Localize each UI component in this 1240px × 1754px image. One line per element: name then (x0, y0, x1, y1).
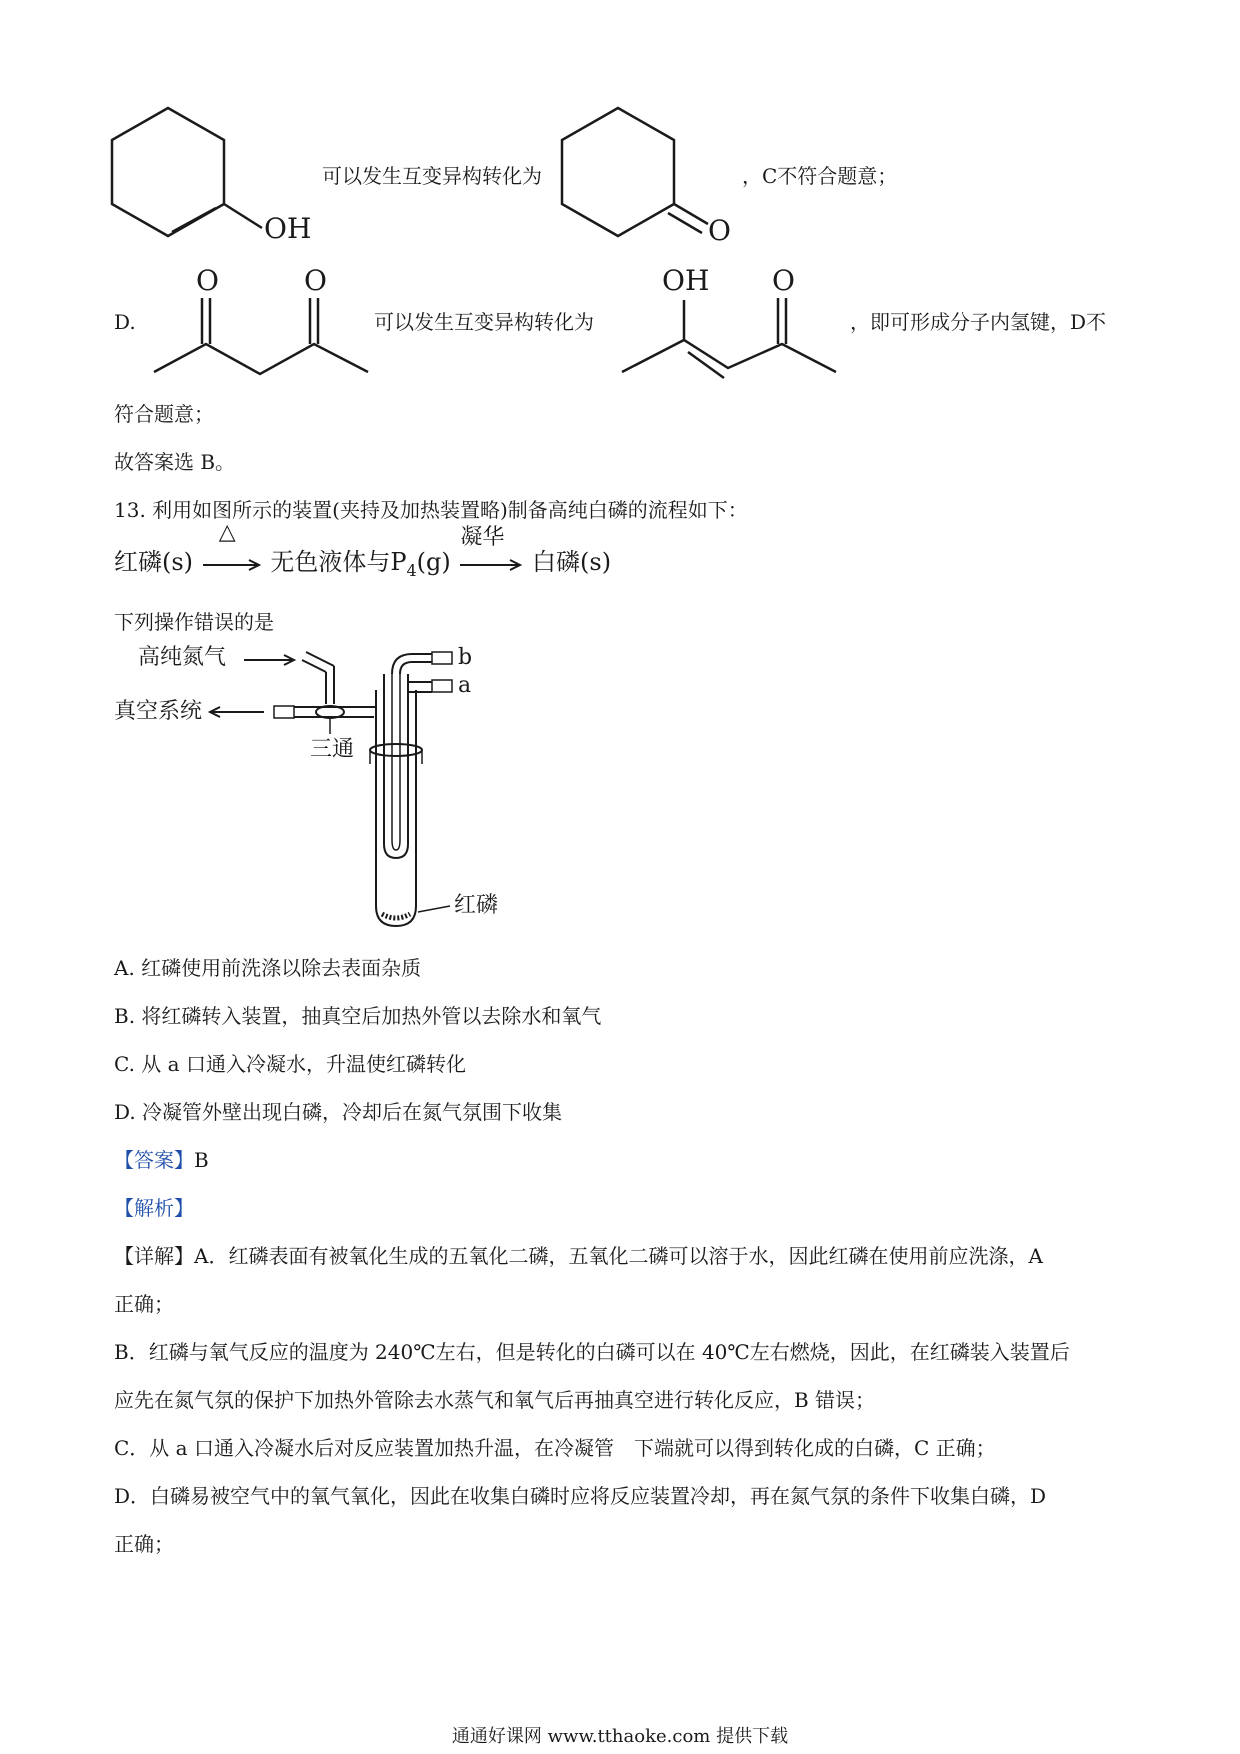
hydroxyl-label: OH (264, 212, 312, 245)
answer-value: B (194, 1148, 209, 1172)
flow-end: 白磷(s) (532, 548, 612, 576)
detail-tag: 【详解】 (114, 1244, 194, 1268)
answer-tag: 【答案】 (114, 1148, 194, 1172)
question-13-stem: 13. 利用如图所示的装置(夹持及加热装置略)制备高纯白磷的流程如下： (114, 498, 748, 522)
previous-answer: 故答案选 B。 (114, 450, 236, 474)
option-a: A. 红磷使用前洗涤以除去表面杂质 (114, 956, 422, 980)
arrow-1-svg (201, 558, 263, 572)
three-way-label: 三通 (310, 737, 355, 762)
red-phosphorus-label: 红磷 (454, 893, 499, 918)
detail-a-line1: 【详解】A．红磷表面有被氧化生成的五氧化二磷，五氧化二磷可以溶于水，因此红磷在使用前应洗涤，A (114, 1244, 1043, 1268)
enol-oh-label: OH (662, 264, 710, 297)
arrow-2-svg (458, 558, 524, 572)
detail-c-line: C．从 a 口通入冷凝水后对反应装置加热升温，在冷凝管 下端就可以得到转化成的白磷，C 正确； (114, 1436, 996, 1460)
detail-b-line1: B．红磷与氧气反应的温度为 240℃左右，但是转化的白磷可以在 40℃左右燃烧，因此，在红磷装入装置后 (114, 1340, 1070, 1364)
page-footer: 通通好课网 www.tthaoke.com 提供下载 (451, 1726, 789, 1747)
option-c: C. 从 a 口通入冷凝水，升温使红磷转化 (114, 1052, 466, 1076)
cyclohexanone-svg (562, 100, 762, 260)
n2-label: 高纯氮气 (138, 645, 227, 670)
heat-symbol: △ (218, 519, 236, 545)
detail-a-line2: 正确； (114, 1292, 174, 1316)
port-a-label: a (458, 673, 472, 698)
answer-line (114, 1144, 209, 1173)
process-flow (114, 519, 612, 580)
acetylacetone-structure (150, 264, 380, 388)
question-prompt: 下列操作错误的是 (114, 610, 274, 634)
d-tautomer-text: 可以发生互变异构转化为 (374, 310, 594, 334)
detail-b-line2: 应先在氮气氛的保护下加热外管除去水蒸气和氧气后再抽真空进行转化反应，B 错误； (114, 1388, 876, 1412)
cyclohexanone-structure (562, 100, 762, 264)
ketone-o-right: O (304, 264, 327, 297)
c-conclusion-text: ，C不符合题意； (742, 164, 898, 188)
d-conclusion-cont: 符合题意； (114, 402, 214, 426)
flow-arrow-sublimation (458, 524, 524, 578)
vacuum-label: 真空系统 (114, 699, 203, 724)
port-b-label: b (458, 645, 473, 670)
option-d: D. 冷凝管外壁出现白磷，冷却后在氮气氛围下收集 (114, 1100, 563, 1124)
option-b: B. 将红磷转入装置，抽真空后加热外管以去除水和氧气 (114, 1004, 602, 1028)
ketone-o-left: O (196, 264, 219, 297)
carbonyl-o-label: O (708, 214, 731, 247)
detail-d-line1: D．白磷易被空气中的氧气氧化，因此在收集白磷时应将反应装置冷却，再在氮气氛的条件下收集白磷，D (114, 1484, 1047, 1508)
enol-o-label: O (772, 264, 795, 297)
acetylacetone-svg (150, 264, 380, 384)
enol-svg (618, 264, 848, 384)
enol-structure (618, 264, 848, 388)
flow-arrow-heat (201, 519, 263, 578)
flow-start: 红磷(s) (114, 548, 194, 576)
analysis-tag: 【解析】 (114, 1196, 194, 1220)
apparatus-diagram (114, 644, 534, 944)
flow-mid: 无色液体与$P_4(g)$ (270, 548, 451, 580)
sublimation-label: 凝华 (460, 524, 505, 550)
detail-d-line2: 正确； (114, 1532, 174, 1556)
d-conclusion-text: ，即可形成分子内氢键，D不 (850, 310, 1107, 334)
cyclohexenol-structure (112, 100, 332, 264)
option-d-label: D. (114, 310, 136, 334)
c-tautomer-text: 可以发生互变异构转化为 (322, 164, 542, 188)
